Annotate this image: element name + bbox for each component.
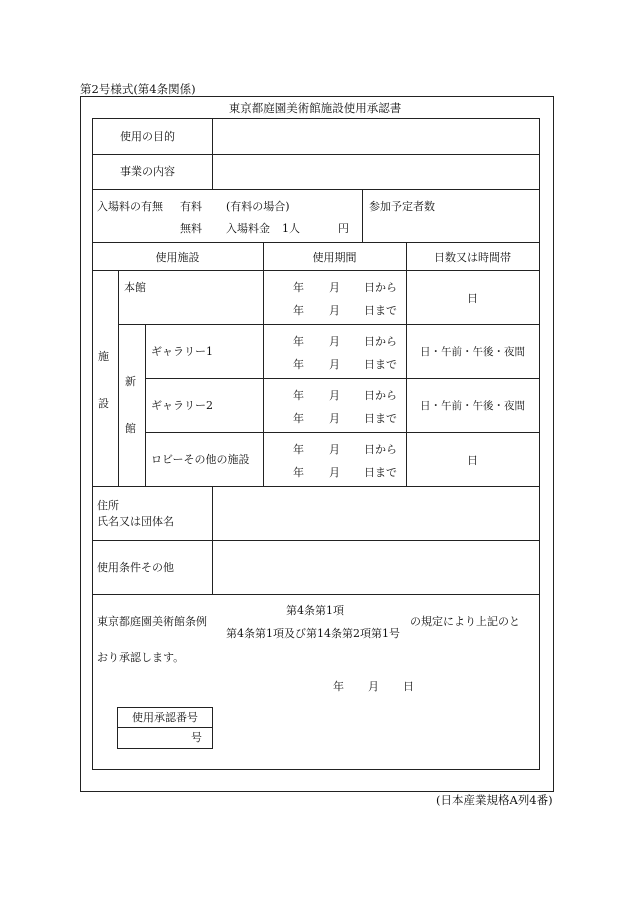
paper-size-note: (日本産業規格A列4番): [436, 793, 553, 807]
ordinance-name: 東京都庭園美術館条例: [97, 615, 207, 628]
period-to: 日まで: [364, 412, 397, 425]
form-number: 第2号様式(第4条関係): [80, 82, 196, 96]
group-label-1: 施: [98, 350, 109, 363]
period-month: 月: [329, 466, 340, 479]
article-top: 第4条第1項: [286, 604, 344, 617]
period-year: 年: [293, 412, 304, 425]
fee-paid-note: (有料の場合): [226, 200, 290, 213]
approval-text-line2: おり承認します。: [97, 651, 185, 664]
fee-paid: 有料: [180, 200, 202, 213]
fee-amount-label: 入場料金: [226, 222, 270, 235]
participants-label: 参加予定者数: [369, 200, 435, 213]
period-header: 使用期間: [312, 251, 357, 264]
period-month: 月: [329, 358, 340, 371]
date-month: 月: [368, 680, 379, 693]
approval-text: の規定により上記のと: [410, 615, 520, 628]
conditions-label: 使用条件その他: [97, 561, 174, 574]
annex-label-2: 館: [125, 422, 136, 435]
period-to: 日まで: [364, 304, 397, 317]
facility-header: 使用施設: [155, 251, 200, 264]
date-day: 日: [403, 680, 414, 693]
annex-label-1: 新: [125, 375, 136, 388]
name-label: 氏名又は団体名: [97, 515, 174, 528]
facility-name: ロビーその他の施設: [151, 453, 250, 466]
period-month: 月: [329, 281, 340, 294]
facility-name: ギャラリー1: [151, 345, 213, 358]
fee-currency: 円: [338, 222, 349, 235]
period-from: 日から: [364, 443, 397, 456]
period-year: 年: [293, 443, 304, 456]
days-value: 日: [467, 292, 478, 305]
period-year: 年: [293, 466, 304, 479]
fee-per: 1人: [282, 222, 300, 235]
group-label-2: 設: [98, 397, 109, 410]
document-title: 東京都庭園美術館施設使用承認書: [228, 101, 402, 115]
period-year: 年: [293, 335, 304, 348]
period-month: 月: [329, 412, 340, 425]
days-value: 日・午前・午後・夜間: [420, 400, 525, 412]
facility-name: 本館: [124, 281, 146, 294]
fee-free: 無料: [180, 222, 202, 235]
period-from: 日から: [364, 281, 397, 294]
business-label: 事業の内容: [120, 165, 175, 178]
period-month: 月: [329, 335, 340, 348]
facility-name: ギャラリー2: [151, 399, 213, 412]
period-year: 年: [293, 281, 304, 294]
article-bottom: 第4条第1項及び第14条第2項第1号: [226, 627, 400, 640]
days-value: 日: [467, 454, 478, 467]
period-to: 日まで: [364, 358, 397, 371]
period-year: 年: [293, 358, 304, 371]
period-month: 月: [329, 389, 340, 402]
inner-frame: [92, 118, 540, 770]
days-value: 日・午前・午後・夜間: [420, 346, 525, 358]
approval-number-suffix: 号: [191, 731, 202, 744]
approval-number-label: 使用承認番号: [132, 711, 198, 724]
days-header: 日数又は時間帯: [434, 251, 511, 264]
date-year: 年: [333, 680, 344, 693]
period-month: 月: [329, 304, 340, 317]
period-from: 日から: [364, 389, 397, 402]
period-from: 日から: [364, 335, 397, 348]
address-label: 住所: [97, 499, 119, 512]
purpose-label: 使用の目的: [120, 130, 175, 143]
period-year: 年: [293, 389, 304, 402]
period-month: 月: [329, 443, 340, 456]
period-to: 日まで: [364, 466, 397, 479]
period-year: 年: [293, 304, 304, 317]
fee-label: 入場料の有無: [97, 200, 163, 213]
